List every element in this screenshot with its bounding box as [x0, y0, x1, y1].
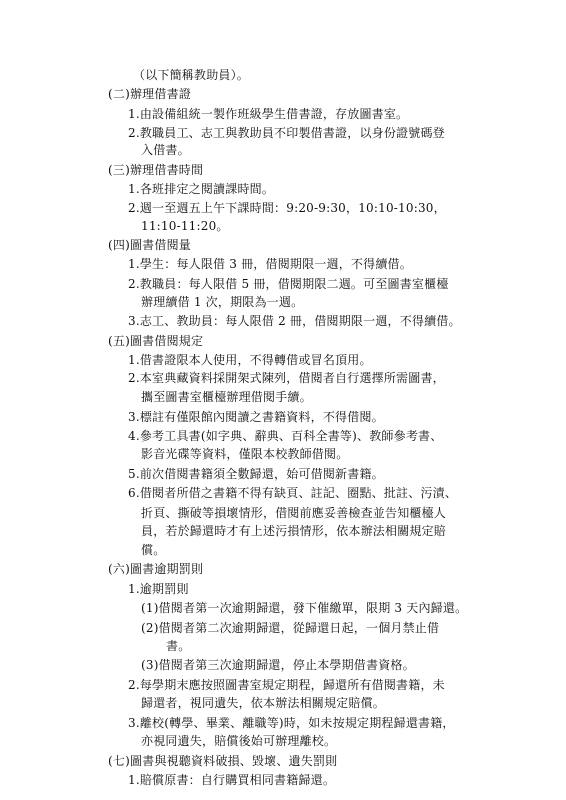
section-heading: (三)辦理借書時間: [108, 163, 204, 177]
text-line: (3)借閱者第三次逾期歸還，停止本學期借書資格。: [141, 658, 415, 672]
text-line: 1.借書證限本人使用，不得轉借或冒名頂用。: [128, 353, 372, 367]
text-line: （以下簡稱教助員）。: [133, 68, 250, 82]
section-heading: (二)辦理借書證: [108, 87, 191, 101]
text-line: 1.各班排定之閱讀課時間。: [128, 182, 275, 196]
text-line: 員，若於歸還時才有上述污損情形，依本辦法相關規定賠: [141, 524, 447, 538]
section-heading: (六)圖書逾期罰則: [108, 562, 204, 576]
text-line: 2.每學期末應按照圖書室規定期程，歸還所有借閱書籍，未: [128, 678, 445, 692]
text-line: 辦理續借 1 次，期限為一週。: [141, 295, 304, 309]
text-line: 歸還者，視同遺失，依本辦法相關規定賠償。: [141, 696, 386, 710]
text-line: 償。: [141, 543, 166, 557]
text-line: 1.學生：每人限借 3 冊，借閱期限一週，不得續借。: [128, 257, 412, 271]
text-line: 亦視同遺失，賠償後始可辦理離校。: [141, 734, 337, 748]
text-line: 1.賠償原書：自行購買相同書籍歸還。: [128, 773, 336, 787]
text-line: 3.標註有僅限館內閱讀之書籍資料，不得借閱。: [128, 410, 384, 424]
text-line: 3.離校(轉學、畢業、離職等)時，如未按規定期程歸還書籍，: [128, 716, 455, 730]
text-line: 折頁、撕破等損壞情形，借閱前應妥善檢查並告知櫃檯人: [141, 506, 447, 520]
text-line: 入借書。: [141, 143, 190, 157]
section-heading: (五)圖書借閱規定: [108, 334, 204, 348]
text-line: 影音光碟等資料，僅限本校教師借閱。: [141, 447, 349, 461]
text-line: 5.前次借閱書籍須全數歸還，始可借閱新書籍。: [128, 467, 384, 481]
text-line: 書。: [166, 639, 191, 653]
text-line: 2.教職員：每人限借 5 冊，借閱期限二週。可至圖書室櫃檯: [128, 277, 449, 291]
section-heading: (七)圖書與視聽資料破損、毀壞、遺失罰則: [108, 754, 338, 768]
text-line: 攜至圖書室櫃檯辦理借閱手續。: [141, 390, 312, 404]
section-heading: (四)圖書借閱量: [108, 238, 191, 252]
text-line: (1)借閱者第一次逾期歸還，發下催繳單，限期 3 天內歸還。: [141, 601, 468, 615]
text-line: 3.志工、教助員：每人限借 2 冊，借閱期限一週，不得續借。: [128, 314, 461, 328]
text-line: 2.本室典藏資料採開架式陳列，借閱者自行選擇所需圖書，: [128, 371, 445, 385]
text-line: 6.借閱者所借之書籍不得有缺頁、註記、圈點、批註、污漬、: [128, 486, 458, 500]
text-line: 4.參考工具書(如字典、辭典、百科全書等)、教師參考書、: [128, 429, 443, 443]
text-line: 1.由設備組統一製作班級學生借書證，存放圖書室。: [128, 107, 409, 121]
text-line: 11:10-11:20。: [141, 219, 229, 233]
text-line: 1.逾期罰則: [128, 582, 189, 596]
text-line: (2)借閱者第二次逾期歸還，從歸還日起，一個月禁止借: [141, 621, 440, 635]
text-line: 2.週一至週五上午下課時間：9:20-9:30，10:10-10:30，: [128, 201, 446, 215]
text-line: 2.教職員工、志工與教助員不印製借書證，以身份證號碼登: [128, 126, 445, 140]
